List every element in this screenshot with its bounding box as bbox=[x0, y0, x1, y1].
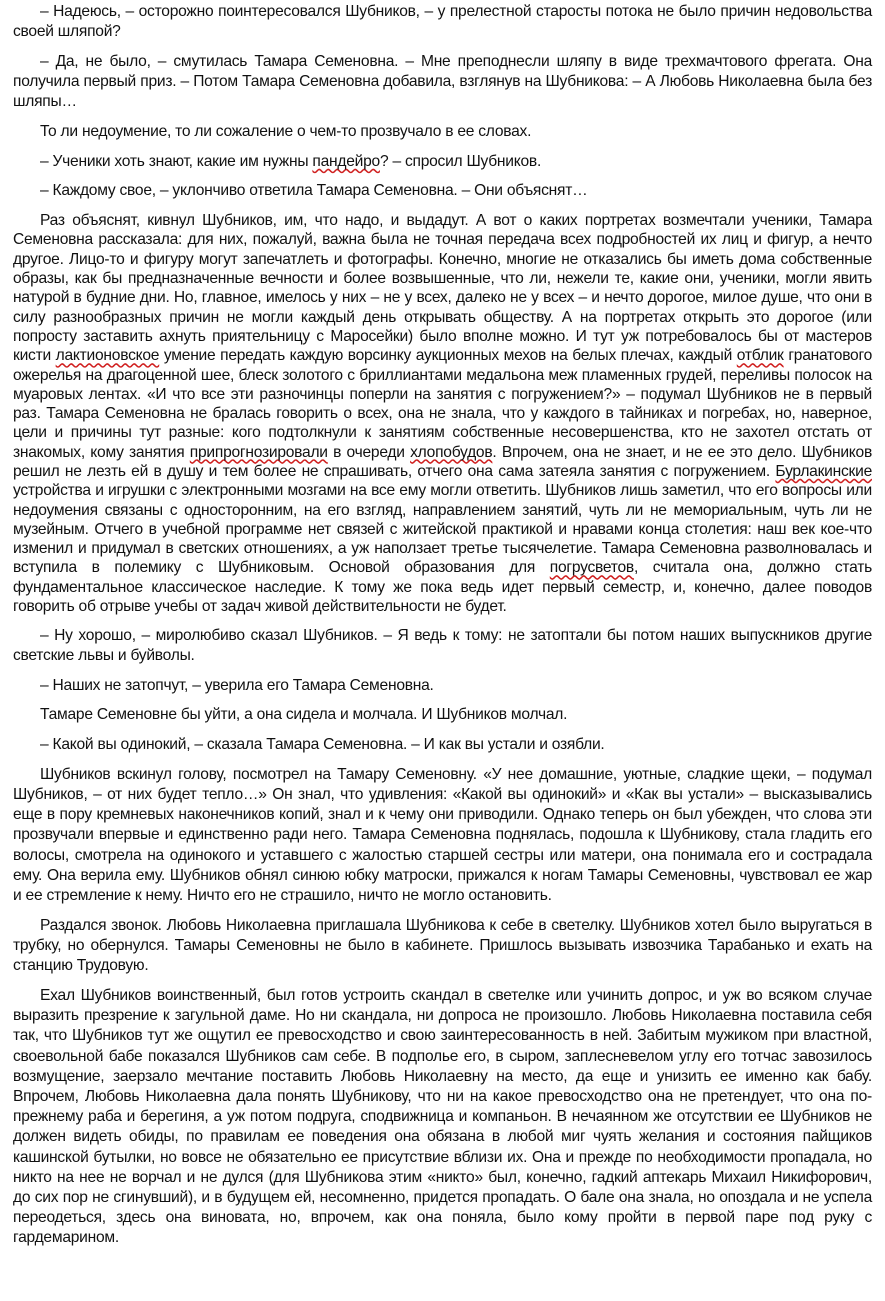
paragraph: – Ну хорошо, – миролюбиво сказал Шубников. – Я ведь к тому: не затоптали бы потом наших выпускников другие светские львы и буйволы. bbox=[13, 626, 872, 665]
spellcheck-flagged-word[interactable]: лактионовское bbox=[55, 347, 160, 365]
paragraph: Ехал Шубников воинственный, был готов устроить скандал в светелке или учинить допрос, и уж во всяком случае выразить презрение к загульной даме. Но ни скандала, ни допроса не произошло. Любовь Николаевна поставила себя так, что Шубников тут же ощутил ее превосходство и свою заинтересованность в ней. Забитым мужиком при властной, своевольной бабе показался Шубников сам себе. В подполье его, в сыром, заплесневелом углу его тотчас завозилось возмущение, заерзало мечтание поставить Любовь Николаевну на место, да еще и унизить ее именно как бабу. Впрочем, Любовь Николаевна дала понять Шубникову, что ни на какое превосходство она не претендует, что она по-прежнему раба и берегиня, а уж потом подруга, сподвижница и компаньон. В нечаянном же отсутствии ее Шубников не должен видеть обиды, по правилам ее поведения она обязана в любой миг чуять желания и состояния пайщиков кашинской бутылки, но вовсе не обязательно ее присутствие вблизи их. Она и прежде по необходимости пропадала, но никто на нее не ворчал и не дулся (для Шубникова этим «никто» был, конечно, гадкий аптекарь Михаил Никифорович, до сих пор не сгинувший), и в будущем ей, несомненно, придется пропадать. О бале она знала, но опоздала и не успела переодеться, здесь она виновата, но, впрочем, как она поняла, было кому пройти в первой паре под руку с гардемарином. bbox=[13, 986, 872, 1247]
spellcheck-flagged-word[interactable]: припрогнозировали bbox=[189, 443, 328, 461]
paragraph: Тамаре Семеновне бы уйти, а она сидела и молчала. И Шубников молчал. bbox=[40, 706, 568, 724]
paragraph: – Наших не затопчут, – уверила его Тамара Семеновна. bbox=[40, 676, 434, 694]
spellcheck-flagged-word[interactable]: погрусветов bbox=[549, 559, 634, 577]
paragraph: Раздался звонок. Любовь Николаевна приглашала Шубникова к себе в светелку. Шубников хотел было выругаться в трубку, но обернулся. Тамары Семеновны не было в кабинете. Пришлось вызывать извозчика Тарабанько и ехать на станцию Трудовую. bbox=[13, 916, 872, 975]
paragraph: – Надеюсь, – осторожно поинтересовался Шубников, – у прелестной старосты потока не было причин недовольства своей шляпой? bbox=[13, 3, 872, 41]
paragraph: Шубников вскинул голову, посмотрел на Тамару Семеновну. «У нее домашние, уютные, сладкие щеки, – подумал Шубников, – от них будет тепло…» Он знал, что удивления: «Какой вы одинокий» и «Как вы устали» – высказывались еще в пору кремневых наконечников копий, знал и к чему они приводили. Однако теперь он был убежден, что слова эти прозвучали впервые и единственно ради него. Тамара Семеновна поднялась, подошла к Шубникову, стала гладить его волосы, смотрела на одинокого и уставшего с жалостью старшей сестры или матери, она понимала его и сострадала ему. Она верила ему. Шубников обнял синюю юбку матроски, прижался к ногам Тамары Семеновны, чувствовал ее жар и ее стремление к нему. Ничто его не страшило, ничто не могло остановить. bbox=[13, 765, 872, 905]
paragraph: Раз объяснят, кивнул Шубников, им, что надо, и выдадут. А вот о каких портретах возмечтали ученики, Тамара Семеновна рассказала: для них, пожалуй, важна была не точная передача всех подробностей их лиц и фигур, а нечто другое. Лицо-то и фигуру могут запечатлеть и фотографы. Конечно, многие не отказались бы иметь дома собственные образы, как бы предназначенные вечности и более возвышенные, что ли, нежели те, какие они, ученики, могли явить натурой в будние дни. Но, главное, имелось у них – не у всех, далеко не у всех – и нечто дорогое, милое душе, что они в силу разнообразных причин не могли каждый день открывать обществу. А на портретах открыть это дорогое (или попросту заставить ахнуть приятельницу с Маросейки) было вполне можно. И тут уж потребовалось бы от мастеров кисти лактионовское умение передать каждую ворсинку аукционных мехов на белых плечах, каждый отблик гранатового ожерелья на драгоценной шее, блеск золотого с бриллиантами медальона меж пламенных грудей, переливы полосок на муаровых лентах. «И что все эти разночинцы поперли на занятия с погружением?» – подумал Шубников не в первый раз. Тамара Семеновна не бралась говорить о всех, она не знала, что у каждого в тайниках и погребах, но, наверное, цели и причины тут разные: кого подтолкнули к занятиям собственные несовершенства, кто не захотел отстать от знакомых, кому занятия припрогнозировали в очереди хлопобудов. Впрочем, она не знает, и не ее это дело. Шубников решил не лезть ей в душу и тем более не спрашивать, отчего она сама затеяла занятия с погружением. Бурлакинские устройства и игрушки с электронными мозгами на все ему могли ответить. Шубников лишь заметил, что его вопросы или недоумения связаны с односторонним, на его взгляд, направлением занятий, чуть ли не мемориальным, чуть ли не музейным. Отчего в учебной программе нет связей с житейской практикой и нравами конца столетия: наш век кое-что изменил и придумал в светских отношениях, а уж наползает третье тысячелетие. Тамара Семеновна разволновалась и вступила в полемику с Шубниковым. Основой образования для погрусветов, считала она, должно стать фундаментальное классическое наследие. К тому же пока ведь идет первый семестр, и, конечно, далее поводов говорить об отрыве учебы от задач живой действительности не будет. bbox=[13, 212, 872, 616]
paragraph: То ли недоумение, то ли сожаление о чем-то прозвучало в ее словах. bbox=[40, 123, 532, 141]
spellcheck-flagged-word[interactable]: пандейро bbox=[312, 152, 380, 170]
spellcheck-flagged-word[interactable]: Бурлакинские bbox=[775, 462, 872, 480]
spellcheck-flagged-word[interactable]: отблик bbox=[736, 347, 784, 365]
paragraph: – Да, не было, – смутилась Тамара Семеновна. – Мне преподнесли шляпу в виде трехмачтового фрегата. Она получила первый приз. – Потом Тамара Семеновна добавила, взглянув на Шубникова: – А Любовь Николаевна была без шляпы… bbox=[13, 52, 872, 111]
paragraph: – Ученики хоть знают, какие им нужны пандейро? – спросил Шубников. bbox=[40, 152, 542, 170]
paragraph: – Какой вы одинокий, – сказала Тамара Семеновна. – И как вы устали и озябли. bbox=[40, 736, 605, 754]
spellcheck-flagged-word[interactable]: хлопобудов bbox=[410, 443, 493, 461]
paragraph: – Каждому свое, – уклончиво ответила Тамара Семеновна. – Они объяснят… bbox=[40, 182, 588, 200]
